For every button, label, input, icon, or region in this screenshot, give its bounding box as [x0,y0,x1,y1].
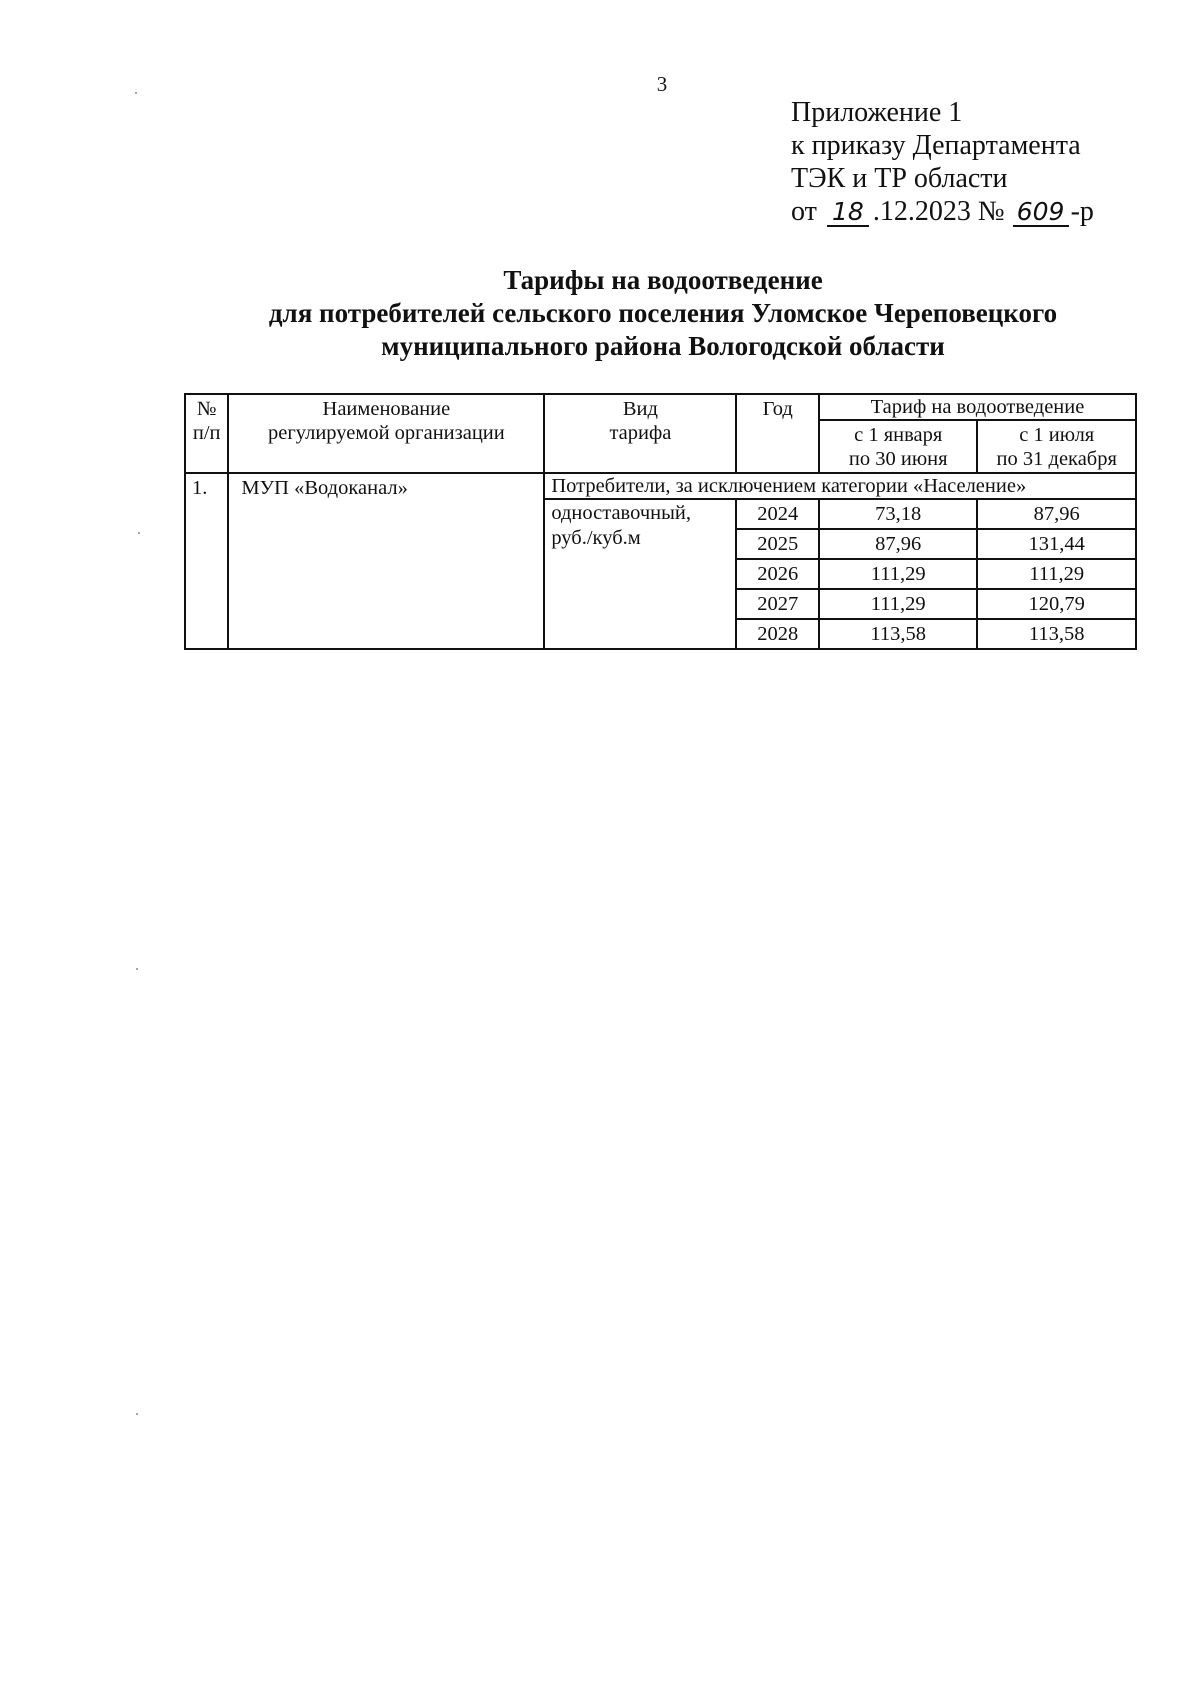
year-cell: 2027 [736,589,819,619]
scan-speck [136,968,138,970]
document-title [0,264,1200,363]
annex-line: к приказу Департамента [791,130,1081,161]
year-cell: 2028 [736,619,819,649]
header-text: тарифа [609,422,672,444]
header-year: Год [736,394,819,473]
header-text: с 1 июля [1019,424,1095,446]
header-text: с 1 января [854,424,943,446]
header-number [185,394,228,473]
tariff-table [184,393,1137,650]
table-row [185,473,1136,499]
header-tariff-kind [544,394,736,473]
tariff-second-half: 120,79 [977,589,1136,619]
header-text: регулируемой организации [268,422,505,444]
header-first-half [819,420,978,473]
header-text: Вид [622,398,658,420]
tariff-first-half: 113,58 [819,619,978,649]
scan-speck [135,92,137,94]
year-cell: 2025 [736,529,819,559]
tariff-second-half: 87,96 [977,499,1136,529]
annex-line: Приложение 1 [791,97,963,128]
tariff-first-half: 111,29 [819,559,978,589]
tariff-first-half: 111,29 [819,589,978,619]
tariff-kind [544,499,736,649]
header-text: п/п [192,422,221,444]
row-number: 1. [185,473,228,649]
year-cell: 2026 [736,559,819,589]
annex-line: ТЭК и ТР области [791,163,1008,194]
tariff-kind-text: одноставочный, [551,502,691,524]
header-row [185,394,1136,420]
order-suffix: -р [1070,196,1094,227]
title-line: Тарифы на водоотведение [503,265,823,295]
header-text: Наименование [322,398,451,420]
consumer-category: Потребители, за исключением категории «Население» [544,473,1136,499]
title-line: муниципального района Вологодской области [381,331,945,361]
annex-block [791,96,1094,228]
tariff-kind-text: руб./куб.м [551,527,641,549]
tariff-second-half: 131,44 [977,529,1136,559]
tariff-second-half: 113,58 [977,619,1136,649]
title-line: для потребителей сельского поселения Уломское Череповецкого [268,298,1058,328]
tariff-second-half: 111,29 [977,559,1136,589]
header-text: № [196,398,217,420]
page-number: 3 [656,72,668,96]
header-text: по 30 июня [848,448,948,470]
scan-speck [138,532,140,534]
date-prefix: от [791,196,817,227]
tariff-first-half: 73,18 [819,499,978,529]
annex-date-line [791,195,1094,228]
header-second-half [977,420,1136,473]
header-text: по 31 декабря [996,448,1117,470]
scan-speck [136,1413,138,1415]
organization-name: МУП «Водоканал» [228,473,544,649]
tariff-first-half: 87,96 [819,529,978,559]
header-organization [228,394,544,473]
handwritten-day: 18 [827,199,869,227]
year-cell: 2024 [736,499,819,529]
date-rest: .12.2023 № [872,196,1005,227]
handwritten-order-number: 609 [1013,199,1069,227]
header-tariff-group: Тариф на водоотведение [819,394,1136,420]
